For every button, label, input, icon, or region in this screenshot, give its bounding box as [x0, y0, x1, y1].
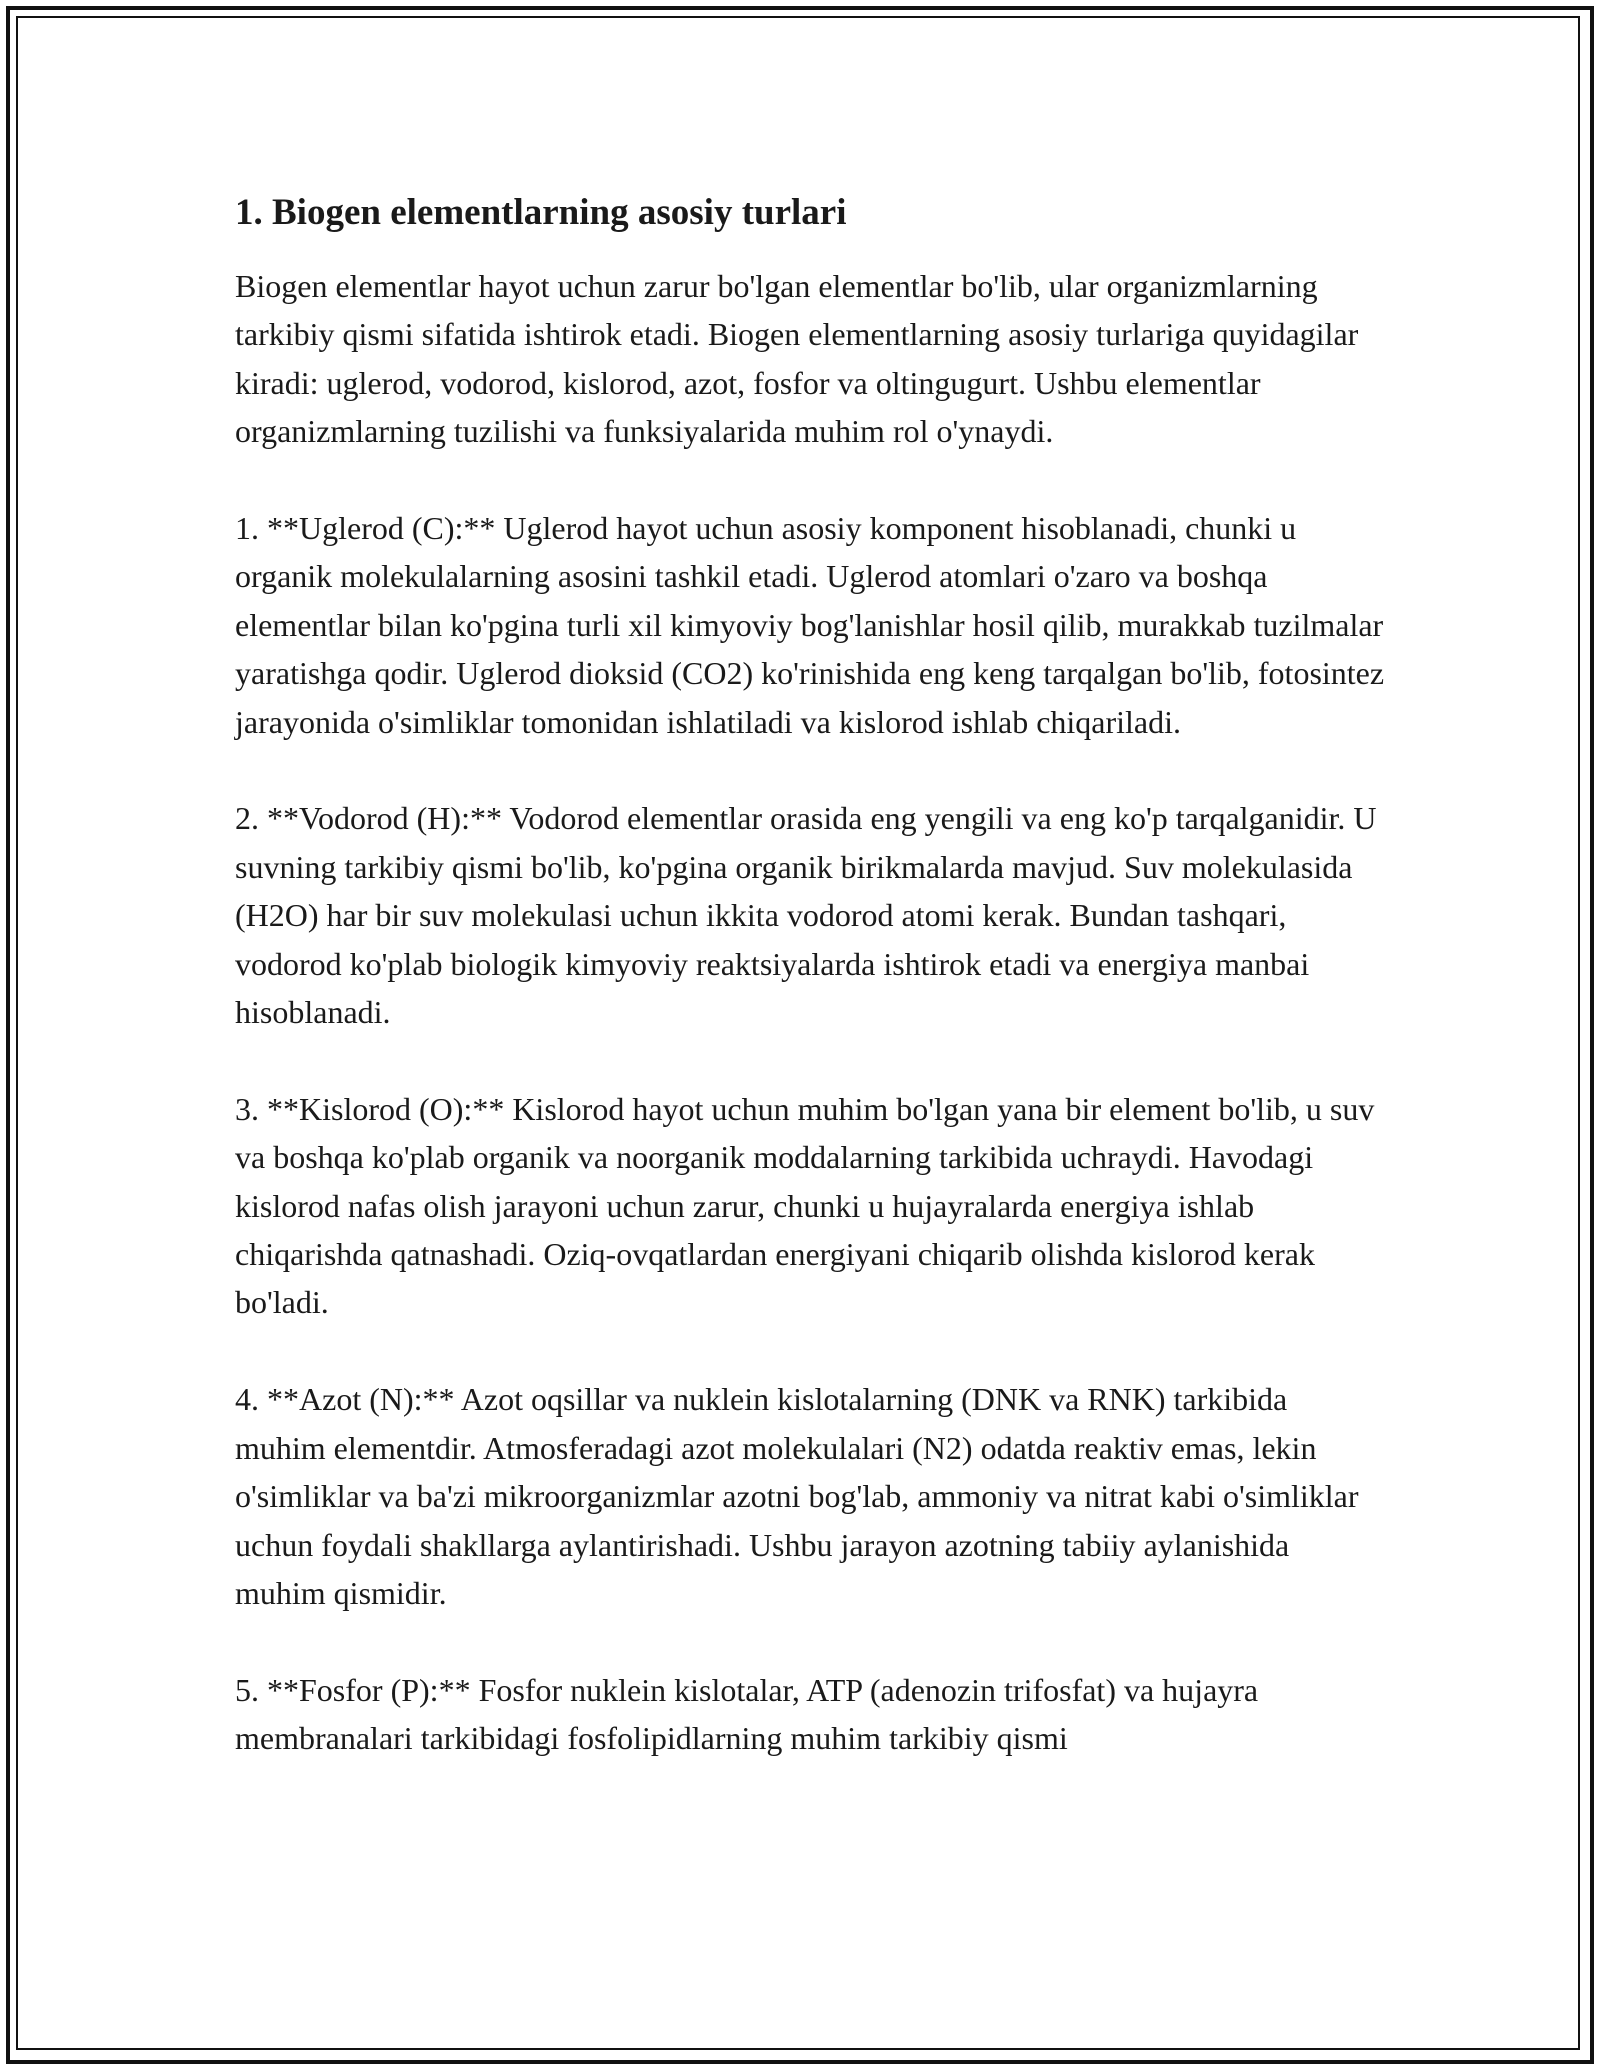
paragraph-uglerod: 1. **Uglerod (C):** Uglerod hayot uchun asosiy komponent hisoblanadi, chunki u organik molekulalarning asosini tashkil etadi. Uglerod atomlari o'zaro va boshqa elementlar bilan ko'pgina turli xil kimyoviy bog'lanishlar hosil qilib, murakkab tuzilmalar yaratishga qodir. Uglerod dioksid (CO2) ko'rinishida eng keng tarqalgan bo'lib, fotosintez jarayonida o'simliklar tomonidan ishlatiladi va kislorod ishlab chiqariladi. [235, 510, 1385, 740]
paragraph-vodorod: 2. **Vodorod (H):** Vodorod elementlar orasida eng yengili va eng ko'p tarqalganidir. U suvning tarkibiy qismi bo'lib, ko'pgina organik birikmalarda mavjud. Suv molekulasida (H2O) har bir suv molekulasi uchun ikkita vodorod atomi kerak. Bundan tashqari, vodorod ko'plab biologik kimyoviy reaktsiyalarda ishtirok etadi va energiya manbai hisoblanadi. [235, 800, 1377, 1031]
paragraph-kislorod: 3. **Kislorod (O):** Kislorod hayot uchun muhim bo'lgan yana bir element bo'lib, u suv va boshqa ko'plab organik va noorganik moddalarning tarkibida uchraydi. Havodagi kislorod nafas olish jarayoni uchun zarur, chunki u hujayralarda energiya ishlab chiqarishda qatnashadi. Oziq-ovqatlardan energiyani chiqarib olishda kislorod kerak bo'ladi. [235, 1090, 1375, 1321]
paragraph-intro: Biogen elementlar hayot uchun zarur bo'lgan elementlar bo'lib, ular organizmlarning tarkibiy qismi sifatida ishtirok etadi. Biogen elementlarning asosiy turlariga quyidagilar kiradi: uglerod, vodorod, kislorod, azot, fosfor va oltingugurt. Ushbu elementlar organizmlarning tuzilishi va funksiyalarida muhim rol o'ynaydi. [235, 268, 1359, 450]
document-title: 1. Biogen elementlarning asosiy turlari [235, 192, 847, 233]
paragraph-fosfor: 5. **Fosfor (P):** Fosfor nuklein kislotalar, ATP (adenozin trifosfat) va hujayra membranalari tarkibidagi fosfolipidlarning muhim tarkibiy qismi [235, 1671, 1259, 1757]
paragraph-azot: 4. **Azot (N):** Azot oqsillar va nuklein kislotalarning (DNK va RNK) tarkibida muhim elementdir. Atmosferadagi azot molekulalari (N2) odatda reaktiv emas, lekin o'simliklar va ba'zi mikroorganizmlar azotni bog'lab, ammoniy va nitrat kabi o'simliklar uchun foydali shakllarga aylantirishadi. Ushbu jarayon azotning tabiiy aylanishida muhim qismidir. [235, 1381, 1359, 1611]
document-body [235, 188, 1385, 1763]
